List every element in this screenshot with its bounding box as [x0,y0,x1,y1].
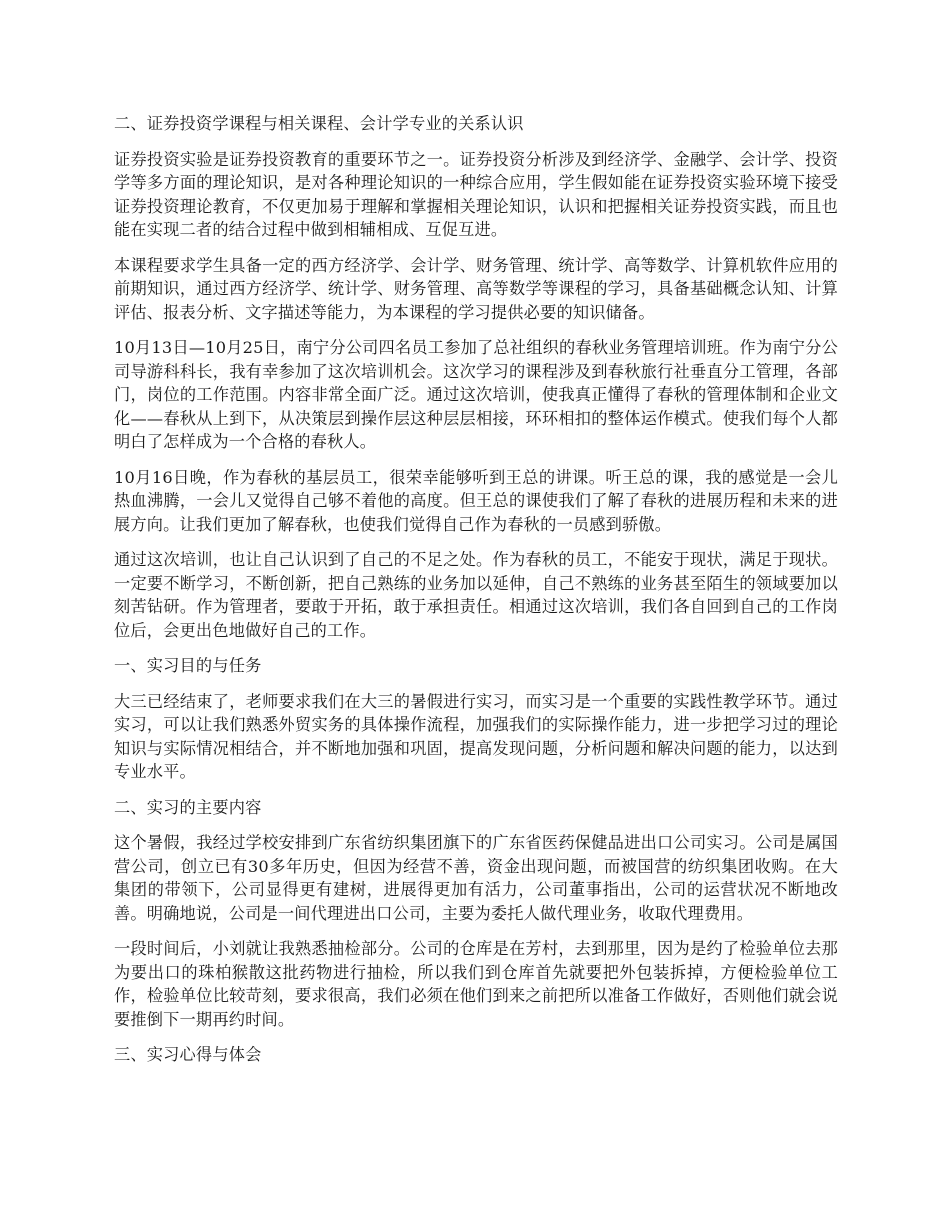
paragraph-training-reflection: 通过这次培训，也让自己认识到了自己的不足之处。作为春秋的员工，不能安于现状，满足于现状。一定要不断学习，不断创新，把自己熟练的业务加以延伸，自己不熟练的业务甚至陌生的领域要加以刻苦钻研。作为管理者，要敢于开拓，敢于承担责任。相通过这次培训，我们各自回到自己的工作岗位后，会更出色地做好自己的工作。 [114,550,838,640]
section-heading-internship-reflection: 三、实习心得与体会 [114,1045,262,1064]
section-heading-internship-purpose: 一、实习目的与任务 [114,656,262,675]
paragraph-lecture-experience: 10月16日晚，作为春秋的基层员工，很荣幸能够听到王总的讲课。听王总的课，我的感觉是一会儿热血沸腾，一会儿又觉得自己够不着他的高度。但王总的课使我们了解了春秋的进展历程和未来的进展方向。让我们更加了解春秋，也使我们觉得自己作为春秋的一员感到骄傲。 [114,467,838,534]
section-heading-securities-course-relations: 二、证券投资学课程与相关课程、会计学专业的关系认识 [114,114,524,133]
section-heading-internship-content: 二、实习的主要内容 [114,797,262,817]
paragraph-securities-experiment: 证券投资实验是证券投资教育的重要环节之一。证券投资分析涉及到经济学、金融学、会计学、投资学等多方面的理论知识，是对各种理论知识的一种综合应用，学生假如能在证券投资实验环境下接受证券投资理论教育，不仅更加易于理解和掌握相关理论知识，认识和把握相关证券投资实践，而且也能在实现二者的结合过程中做到相辅相成、互促互进。 [114,149,838,239]
paragraph-training-overview: 10月13日—10月25日，南宁分公司四名员工参加了总社组织的春秋业务管理培训班。作为南宁分公司导游科科长，我有幸参加了这次培训机会。这次学习的课程涉及到春秋旅行社垂直分工管理，各部门，岗位的工作范围。内容非常全面广泛。通过这次培训，使我真正懂得了春秋的管理体制和企业文化——春秋从上到下，从决策层到操作层这种层层相接，环环相扣的整体运作模式。使我们每个人都明白了怎样成为一个合格的春秋人。 [114,338,838,451]
paragraph-internship-purpose: 大三已经结束了，老师要求我们在大三的暑假进行实习，而实习是一个重要的实践性教学环节。通过实习，可以让我们熟悉外贸实务的具体操作流程，加强我们的实际操作能力，进一步把学习过的理论知识与实际情况相结合，并不断地加强和巩固，提高发现问题，分析问题和解决问题的能力，以达到专业水平。 [114,691,838,781]
paragraph-course-prerequisites: 本课程要求学生具备一定的西方经济学、会计学、财务管理、统计学、高等数学、计算机软件应用的前期知识，通过西方经济学、统计学、财务管理、高等数学等课程的学习，具备基础概念认知、计算评估、报表分析、文字描述等能力，为本课程的学习提供必要的知识储备。 [114,255,838,322]
paragraph-company-intro: 这个暑假，我经过学校安排到广东省纺织集团旗下的广东省医药保健品进出口公司实习。公司是属国营公司，创立已有30多年历史，但因为经营不善，资金出现问题，而被国营的纺织集团收购。在大集团的带领下，公司显得更有建树，进展得更加有活力，公司董事指出，公司的运营状况不断地改善。明确地说，公司是一间代理进出口公司，主要为委托人做代理业务，收取代理费用。 [114,833,838,923]
paragraph-inspection-work: 一段时间后，小刘就让我熟悉抽检部分。公司的仓库是在芳村，去到那里，因为是约了检验单位去那为要出口的珠柏猴散这批药物进行抽检，所以我们到仓库首先就要把外包装拆掉，方便检验单位工作，检验单位比较苛刻，要求很高，我们必须在他们到来之前把所以准备工作做好，否则他们就会说要推倒下一期再约时间。 [114,939,838,1029]
